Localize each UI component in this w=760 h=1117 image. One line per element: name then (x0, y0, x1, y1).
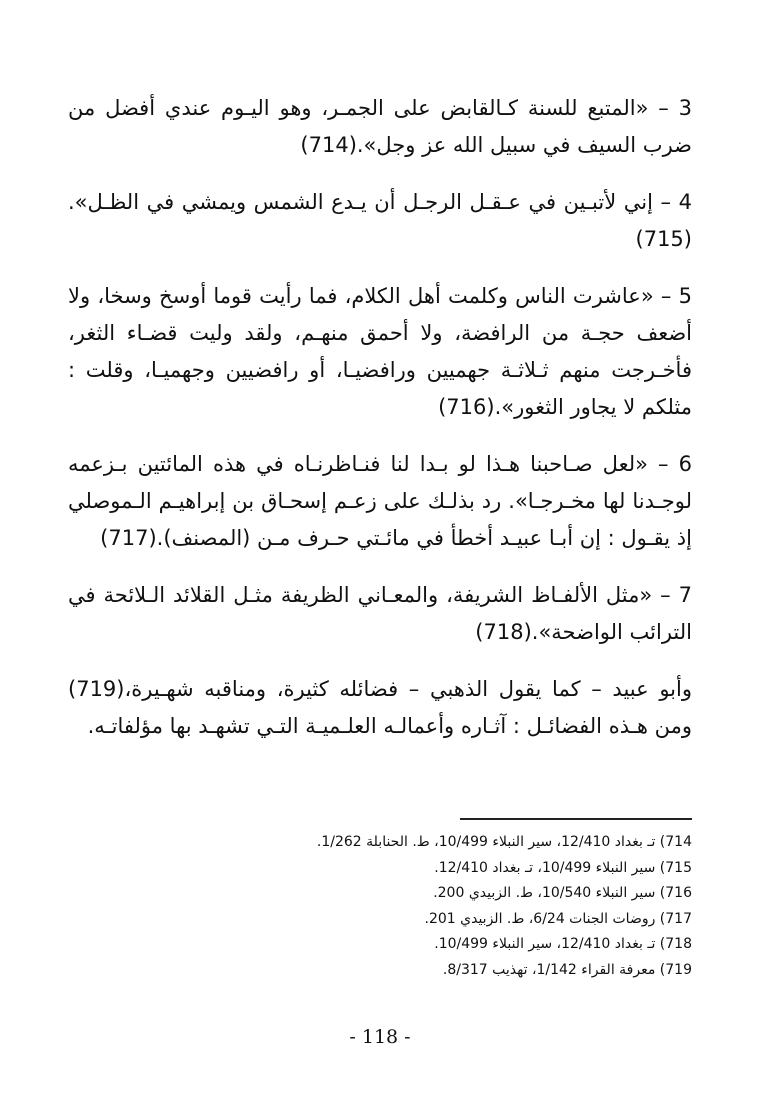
page-number: - 118 - (349, 1026, 411, 1048)
footnote-719: 719) معرفة القراء 1/142، تهذيب 8/317. (442, 961, 692, 978)
footnote-717: 717) روضات الجنات 6/24، ط. الزبيدي 201. (424, 910, 692, 927)
paragraph-quote-6: 6 – «لعل صـاحبنا هـذا لو بـدا لنا فنـاظرنـاه في هذه المائتين بـزعمه لوجـدنا لها مخـرجـا». رد بذلـك على زعـم إسحـاق بن إبراهيـم الـموصلي إذ يقـول : إن أبـا عبيـد أخطأ في مائـتي حـرف مـن (المصنف).(717) (68, 452, 692, 550)
footnote-716: 716) سير النبلاء 10/540، ط. الزبيدي 200. (433, 885, 692, 901)
paragraph-quote-4: 4 – إني لأتبـين في عـقـل الرجـل أن يـدع الشمس ويمشي في الظـل».(715) (68, 190, 692, 251)
footnote-separator (460, 818, 692, 820)
footnote-718: 718) تـ بغداد 12/410، سير النبلاء 10/499. (434, 936, 692, 952)
paragraph-conclusion: وأبو عبيد – كما يقول الذهبي – فضائله كثيرة، ومناقبه شهـيرة،(719) ومن هـذه الفضائـل : آثـاره وأعمالـه العلـميـة التـي تشهـد بها مؤلفاتـه. (68, 677, 692, 738)
paragraph-quote-3: 3 – «المتبع للسنة كـالقابض على الجمـر، وهو اليـوم عندي أفضل من ضرب السيف في سبيل الله عز وجل».(714) (68, 96, 692, 157)
footnote-714: 714) تـ بغداد 12/410، سير النبلاء 10/499، ط. الحنابلة 1/262. (316, 834, 692, 850)
footnotes (132, 830, 692, 983)
paragraph-quote-5: 5 – «عاشرت الناس وكلمت أهل الكلام، فما رأيت قوما أوسخ وسخا، ولا أضعف حجـة من الرافضة، ولا أحمق منهـم، ولقد وليت قضـاء الثغر، فأخـرجت منهم ثـلاثـة جهميين ورافضيـا، أو رافضيين وجهميـا، وقلت : مثلكم لا يجاور الثغور».(716) (68, 284, 692, 419)
footnote-715: 715) سير النبلاء 10/499، تـ بغداد 12/410. (434, 859, 692, 876)
paragraph-quote-7: 7 – «مثل الألفـاظ الشريفة، والمعـاني الظريفة مثـل القلائد الـلائحة في الترائب الواضحة».(718) (68, 583, 692, 644)
main-text (68, 90, 692, 765)
